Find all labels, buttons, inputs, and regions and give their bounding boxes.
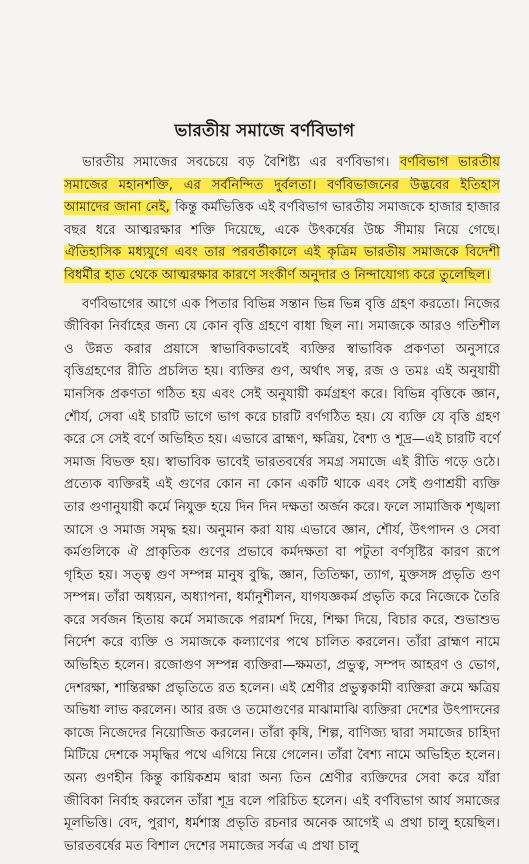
paragraph-1 — [64, 152, 500, 288]
paragraph-1-sentence-1: ভারতীয় সমাজের সবচেয়ে বড় বৈশিষ্ট্য এর বর্ণবিভাগ। — [82, 155, 399, 170]
paragraph-1-sentence-3: কিন্তু কর্মভিত্তিক এই বর্ণবিভাগ ভারতীয় সমাজকে হাজার হাজার বছর ধরে আত্মরক্ষার শক্তি দিয়েছে, একে উৎকর্ষের উচ্চ সীমায় নিয়ে গেছে। — [64, 200, 501, 238]
paragraph-2: বর্ণবিভাগের আগে এক পিতার বিভিন্ন সন্তান ভিন্ন ভিন্ন বৃত্তি গ্রহণ করতো। নিজের জীবিকা নির্বাহের জন্য যে কোন বৃত্তি গ্রহণে বাধা ছিল না। সমাজকে আরও গতিশীল ও উন্নত করার প্রয়াসে স্বাভাবিকভাবেই ব্যক্তির স্বাভাবিক প্রকণতা অনুসারে বৃত্তিগ্রহণের রীতি প্রচলিত হয়। ব্যক্তির গুণ, অর্থাৎ সত্ব, রজ ও তমঃ এই অনুযায়ী মানসিক প্রকণতা গঠিত হয় এবং সেই অনুযায়ী কর্মগ্রহণ করে। বিভিন্ন বৃত্তিকে জ্ঞান, শৌর্য, সেবা এই চারটি ভাগে ভাগ করে চারটি বর্ণগঠিত হয়। যে ব্যক্তি যে বৃত্তি গ্রহণ করে সে সেই বর্ণে অভিহিত হয়। এভাবে ব্রাহ্মণ, ক্ষত্রিয়, বৈশ্য ও শূদ্র—এই চারটি বর্ণে সমাজ বিভক্ত হয়। স্বাভাবিক ভাবেই ভারতবর্ষের সমগ্র সমাজে এই রীতি গড়ে ওঠে। প্রত্যেক ব্যক্তিরই এই গুণের কোন না কোন একটি থাকে এবং সেই গুণাশ্রয়ী ব্যক্তি তার গুণানুযায়ী কর্মে নিযুক্ত হয়ে দিন দিন দক্ষতা অর্জন করে। ফলে সামাজিক শৃঙ্খলা আসে ও সমাজ সমৃদ্ধ হয়। অনুমান করা যায় এভাবে জ্ঞান, শৌর্য, উৎপাদন ও সেবা কর্মগুলিকে ঐ প্রাকৃতিক গুণের প্রভাবে কর্মদক্ষতা বা পটুতা বর্ণসৃষ্টির কারণ রূপে গৃহিত হয়। সত্ত্ব গুণ সম্পন্ন মানুষ বুদ্ধি, জ্ঞান, তিতিক্ষা, ত্যাগ, মুক্তসঙ্গ প্রভৃতি গুণ সম্পন্ন। তাঁরা অধ্যয়ন, অধ্যাপনা, ধর্মানুশীলন, যাগযজ্ঞকর্ম প্রভৃতি করে নিজেকে তৈরি করে সর্বজন হিতায় কর্মে সমাজকে পরামর্শ দিয়ে, শিক্ষা দিয়ে, বিচার করে, শুভাশুভ নির্দেশ করে ব্যক্তি ও সমাজকে কল্যাণের পথে চালিত করলেন। তাঁরা ব্রাহ্মণ নামে অভিহিত হলেন। রজোগুণ সম্পন্ন ব্যক্তিরা—ক্ষমতা, প্রভুত্ব, সম্পদ আহরণ ও ভোগ, দেশরক্ষা, শান্তিরক্ষা প্রভৃতিতে রত হলেন। এই শ্রেণীর প্রভুত্বকামী ব্যক্তিরা ক্রমে ক্ষত্রিয় অভিধা লাভ করলেন। আর রজ ও তমোগুণের মাঝামাঝি ব্যক্তিরা দেশের উৎপাদনের কাজে নিজেদের নিয়োজিত করলেন। তাঁরা কৃষি, শিল্প, বাণিজ্য দ্বারা সমাজের চাহিদা মিটিয়ে দেশকে সমৃদ্ধির পথে এগিয়ে নিয়ে গেলেন। তাঁরা বৈশ্য নামে অভিহিত হলেন। অন্য গুণহীন কিন্তু কায়িকশ্রম দ্বারা অন্য তিন শ্রেণীর ব্যক্তিদের সেবা করে যাঁরা জীবিকা নির্বাহ করলেন তাঁরা শূদ্র বলে পরিচিত হলেন। এই বর্ণবিভাগ আর্য সমাজের মূলভিত্তি। বেদ, পুরাণ, ধর্মশাস্ত্র প্রভৃতি রচনার অনেক আগেই এ প্রথা চালু হয়েছিল। ভারতবর্ষের মত বিশাল দেশের সমাজের সর্বত্র এ প্রথা চালু — [64, 296, 500, 854]
highlighted-passage-1: বর্ণবিভাগ ভারতীয় সমাজের মহানশক্তি, এর সর্বনিন্দিত দুর্বলতা। বর্ণবিভাজনের উদ্ভবের ইতিহাস আমাদের জানা নেই, — [64, 155, 501, 216]
highlighted-passage-2: ঐতিহাসিক মধ্যযুগে এবং তার পরবর্তীকালে এই কৃত্রিম ভারতীয় সমাজকে বিদেশী বিধর্মীর হাত থেকে আত্মরক্ষার কারণে সংকীর্ণ অনুদার ও নিন্দাযোগ্য করে তুলেছিল। — [64, 245, 500, 283]
chapter-title: ভারতীয় সমাজে বর্ণবিভাগ — [174, 121, 355, 141]
body-text — [64, 152, 500, 864]
